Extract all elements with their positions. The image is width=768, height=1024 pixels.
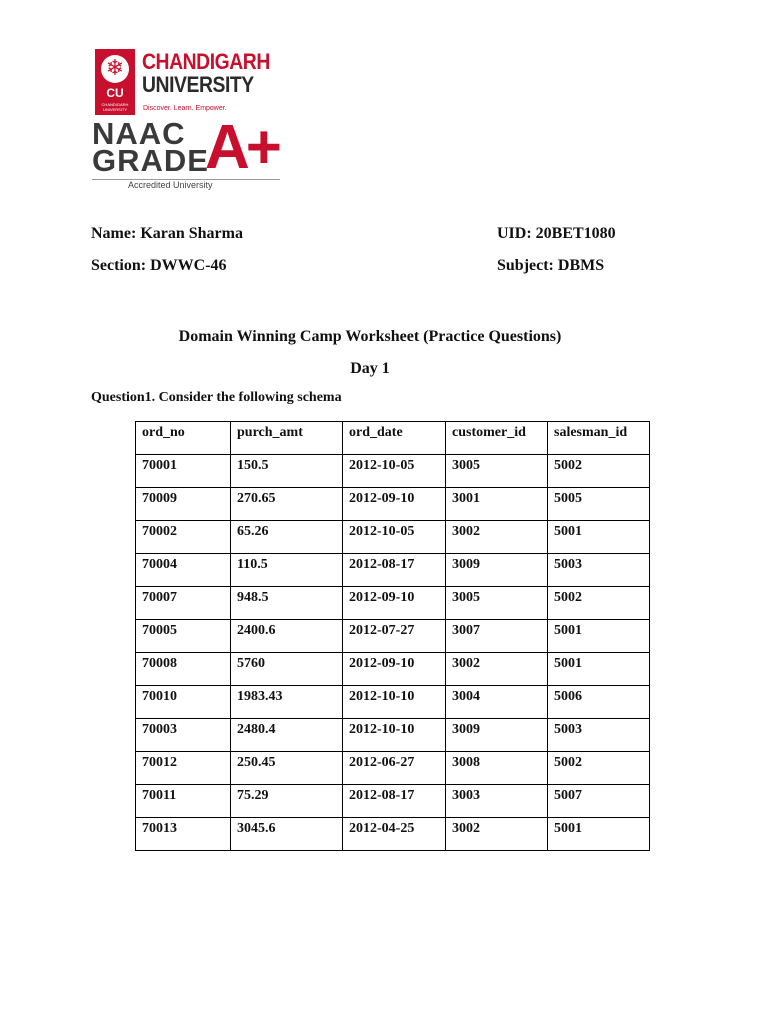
table-cell: 5001 — [548, 521, 650, 554]
university-name — [142, 50, 270, 96]
table-body — [136, 455, 650, 851]
table-row — [136, 785, 650, 818]
table-cell: 70010 — [136, 686, 231, 719]
table-cell: 1983.43 — [231, 686, 343, 719]
header-salesman-id: salesman_id — [548, 422, 650, 455]
table-cell: 3005 — [446, 587, 548, 620]
table-cell: 2012-10-10 — [343, 719, 446, 752]
table-cell: 2012-07-27 — [343, 620, 446, 653]
table-cell: 5001 — [548, 818, 650, 851]
naac-line1: NAAC — [92, 116, 186, 151]
table-cell: 70013 — [136, 818, 231, 851]
table-cell: 70001 — [136, 455, 231, 488]
student-subject: Subject: DBMS — [497, 257, 605, 274]
worksheet-day: Day 1 — [350, 360, 390, 377]
table-cell: 5006 — [548, 686, 650, 719]
table-cell: 2012-08-17 — [343, 554, 446, 587]
header-ord-date: ord_date — [343, 422, 446, 455]
table-cell: 70011 — [136, 785, 231, 818]
header-ord-no: ord_no — [136, 422, 231, 455]
table-cell: 65.26 — [231, 521, 343, 554]
table-cell: 2012-04-25 — [343, 818, 446, 851]
table-row — [136, 455, 650, 488]
student-uid: UID: 20BET1080 — [497, 225, 616, 242]
table-cell: 5007 — [548, 785, 650, 818]
table-cell: 3002 — [446, 818, 548, 851]
table-cell: 70012 — [136, 752, 231, 785]
table-cell: 3003 — [446, 785, 548, 818]
header-customer-id: customer_id — [446, 422, 548, 455]
table-cell: 3002 — [446, 521, 548, 554]
table-cell: 250.45 — [231, 752, 343, 785]
table-cell: 2012-10-05 — [343, 455, 446, 488]
table-cell: 5005 — [548, 488, 650, 521]
table-row — [136, 818, 650, 851]
university-tagline: Discover. Learn. Empower. — [143, 105, 227, 112]
table-cell: 2012-10-05 — [343, 521, 446, 554]
table-cell: 2012-10-10 — [343, 686, 446, 719]
table-row — [136, 554, 650, 587]
table-cell: 70008 — [136, 653, 231, 686]
table-cell: 150.5 — [231, 455, 343, 488]
table-cell: 70007 — [136, 587, 231, 620]
table-cell: 5002 — [548, 587, 650, 620]
table-cell: 3004 — [446, 686, 548, 719]
university-name-line2: UNIVERSITY — [142, 72, 254, 97]
table-cell: 70004 — [136, 554, 231, 587]
table-cell: 3002 — [446, 653, 548, 686]
table-header-row — [136, 422, 650, 455]
table-row — [136, 686, 650, 719]
header-purch-amt: purch_amt — [231, 422, 343, 455]
table-cell: 3008 — [446, 752, 548, 785]
table-cell: 70002 — [136, 521, 231, 554]
emblem-text: CU — [106, 86, 124, 100]
table-cell: 3009 — [446, 719, 548, 752]
table-row — [136, 620, 650, 653]
table-row — [136, 752, 650, 785]
chandigarh-university-logo — [92, 46, 292, 196]
table-row — [136, 587, 650, 620]
student-name: Name: Karan Sharma — [91, 225, 243, 242]
table-cell: 5003 — [548, 719, 650, 752]
snowflake-emblem-icon: ❄ — [101, 55, 129, 83]
table-cell: 2012-09-10 — [343, 587, 446, 620]
table-cell: 5760 — [231, 653, 343, 686]
university-name-line1: CHANDIGARH — [142, 49, 270, 74]
table-cell: 110.5 — [231, 554, 343, 587]
table-cell: 2012-06-27 — [343, 752, 446, 785]
table-row — [136, 521, 650, 554]
table-cell: 5002 — [548, 455, 650, 488]
table-cell: 270.65 — [231, 488, 343, 521]
table-cell: 5001 — [548, 620, 650, 653]
table-cell: 2012-09-10 — [343, 488, 446, 521]
table-cell: 2012-09-10 — [343, 653, 446, 686]
worksheet-title: Domain Winning Camp Worksheet (Practice Questions) — [178, 328, 562, 345]
grade-a-plus: A+ — [205, 113, 278, 182]
table-row — [136, 653, 650, 686]
accredited-text: Accredited University — [128, 180, 213, 190]
emblem-small-text: CHANDIGARH UNIVERSITY — [101, 102, 129, 112]
table-cell: 2480.4 — [231, 719, 343, 752]
table-cell: 2012-08-17 — [343, 785, 446, 818]
table-cell: 3005 — [446, 455, 548, 488]
university-emblem — [95, 49, 135, 115]
table-cell: 5001 — [548, 653, 650, 686]
orders-table — [135, 421, 650, 851]
table-cell: 3007 — [446, 620, 548, 653]
naac-grade-text — [92, 116, 209, 178]
naac-line2: GRADE — [92, 143, 209, 178]
table-cell: 5002 — [548, 752, 650, 785]
table-cell: 70005 — [136, 620, 231, 653]
table-cell: 70009 — [136, 488, 231, 521]
student-section: Section: DWWC-46 — [91, 257, 227, 274]
table-cell: 948.5 — [231, 587, 343, 620]
table-cell: 75.29 — [231, 785, 343, 818]
table-row — [136, 719, 650, 752]
table-cell: 5003 — [548, 554, 650, 587]
question-text: Question1. Consider the following schema — [91, 390, 342, 405]
table-cell: 70003 — [136, 719, 231, 752]
table-cell: 3045.6 — [231, 818, 343, 851]
table-cell: 3009 — [446, 554, 548, 587]
table-row — [136, 488, 650, 521]
table-cell: 3001 — [446, 488, 548, 521]
table-cell: 2400.6 — [231, 620, 343, 653]
